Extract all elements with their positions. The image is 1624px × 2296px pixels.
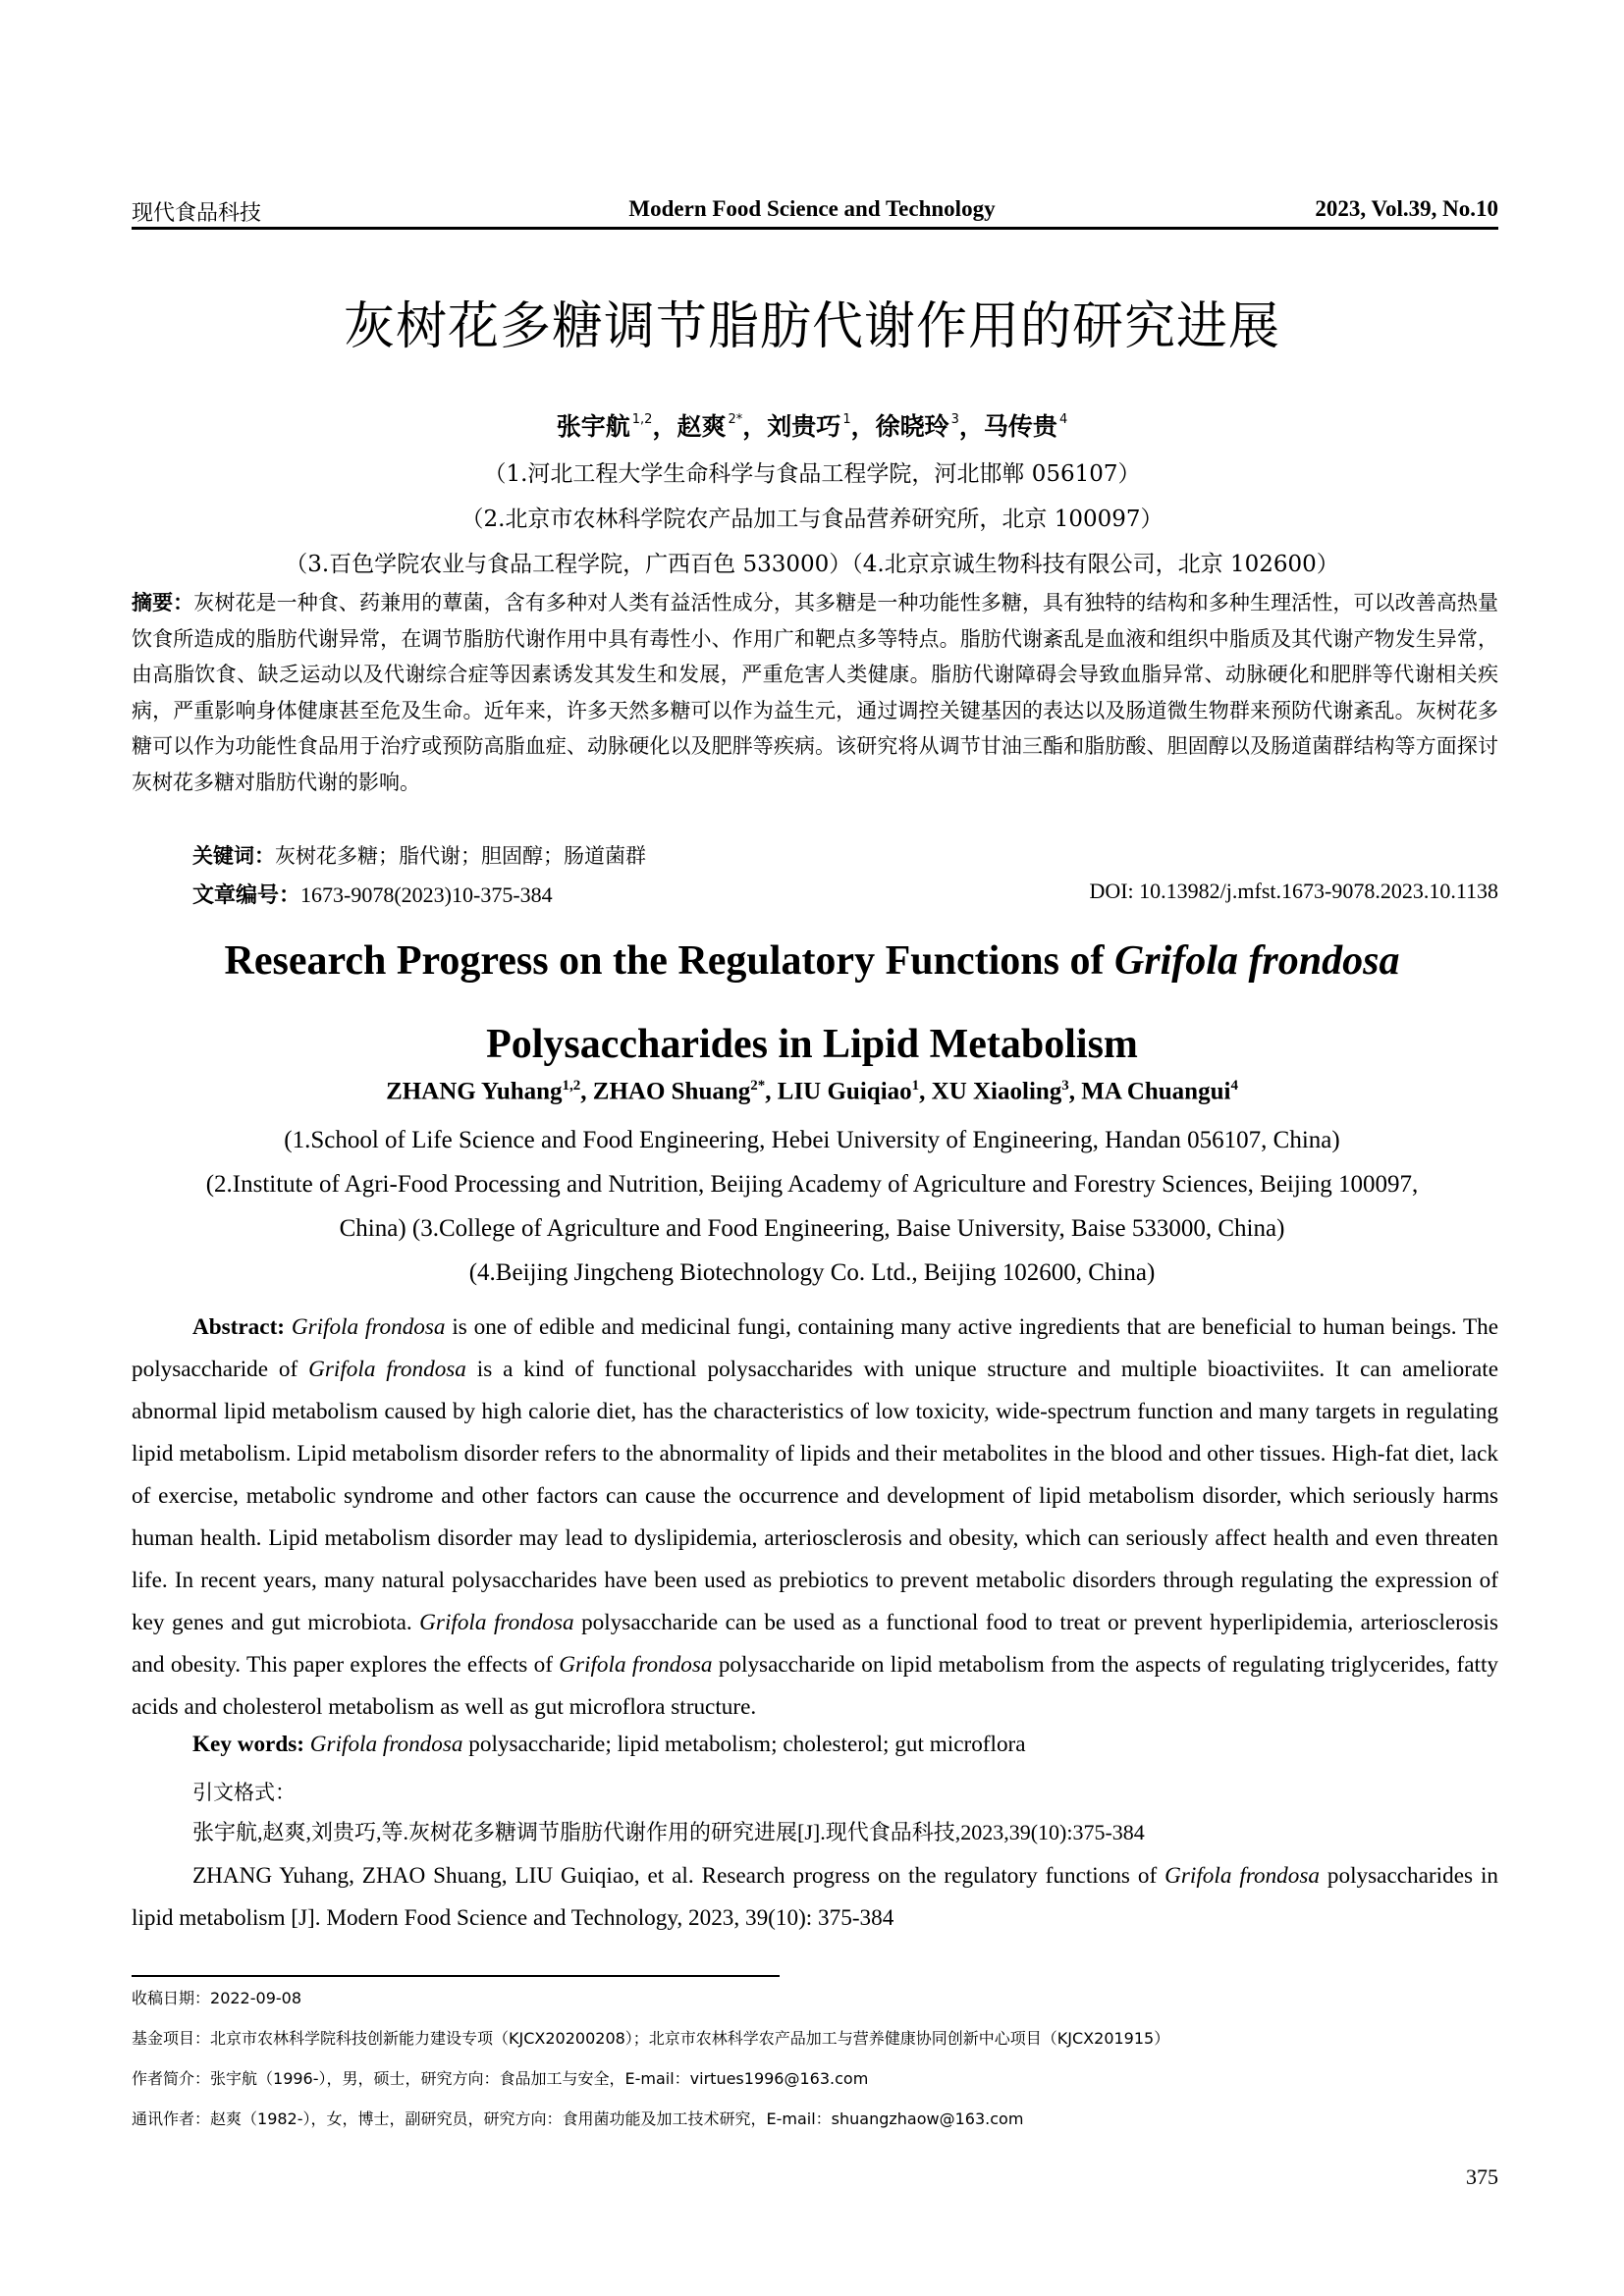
keywords-cn-text: 灰树花多糖；脂代谢；胆固醇；肠道菌群 (275, 844, 646, 868)
abstract-cn (132, 585, 1498, 800)
author-affiliation-mark: 2* (728, 412, 743, 427)
abstract-en-segment: is one of edible and medicinal fungi, containing many active ingredients that are beneficial to human beings. The polysaccharide of (132, 1314, 1499, 1382)
affiliation-cn-3: （3.百色学院农业与食品工程学院，广西百色 533000）（4.北京京诚生物科技有限公司，北京 102600） (285, 552, 1339, 577)
footnote-text: 2022-09-08 (210, 1989, 301, 2007)
author-separator: ， (958, 412, 984, 441)
affiliation-en-3: China) (3.College of Agriculture and Food Engineering, Baise University, Baise 533000, China) (339, 1215, 1285, 1242)
author-affiliation-mark: 1,2 (562, 1078, 581, 1094)
title-en-line2: Polysaccharides in Lipid Metabolism (486, 1022, 1138, 1067)
citation-en-prefix: ZHANG Yuhang, ZHAO Shuang, LIU Guiqiao, et al. Research progress on the regulatory functions of (192, 1863, 1165, 1889)
running-header-issue: 2023, Vol.39, No.10 (1315, 196, 1498, 221)
footnote-text: 张宇航（1996-），男，硕士，研究方向：食品加工与安全，E-mail：virtues1996@163.com (210, 2069, 869, 2088)
keywords-en (192, 1732, 1026, 1758)
author-separator: ， (850, 412, 876, 441)
doi: DOI: 10.13982/j.mfst.1673-9078.2023.10.1138 (1089, 879, 1498, 903)
author-name: MA Chuangui (1081, 1078, 1231, 1105)
footnote-received (132, 1986, 301, 2008)
author-affiliation-mark: 3 (950, 412, 959, 427)
keywords-en-text: polysaccharide; lipid metabolism; cholesterol; gut microflora (462, 1732, 1026, 1757)
abstract-en-segment: is a kind of functional polysaccharides with unique structure and multiple bioactiviites. It can ameliorate abnormal lipid metabolism caused by high calorie diet, has the characteristics of low toxicity, wide-spectrum function and many targets in regulating lipid metabolism. Lipid metabolism disorder refers to the abnormality of lipids and their metabolites in the blood and other tissues. High-fat diet, lack of exercise, metabolic syndrome and other factors can cause the occurrence and development of lipid metabolism disorder, which seriously harms human health. Lipid metabolism disorder may lead to dyslipidemia, arteriosclerosis and obesity, which can seriously affect health and even threaten life. In recent years, many natural polysaccharides have been used as prebiotics to prevent metabolic disorders through regulating the expression of key genes and gut microbiota. (132, 1357, 1499, 1635)
abstract-en-species: Grifola frondosa (308, 1357, 466, 1382)
author-affiliation-mark: 3 (1061, 1078, 1069, 1094)
footnote-label: 通讯作者： (132, 2109, 211, 2128)
citation-label: 引文格式： (192, 1781, 296, 1804)
abstract-en-species: Grifola frondosa (559, 1652, 713, 1678)
footnote-label: 作者简介： (132, 2069, 211, 2088)
title-en-prefix: Research Progress on the Regulatory Functions of (224, 938, 1114, 984)
article-number (192, 879, 553, 909)
author-separator: , (919, 1078, 932, 1105)
footnote-author-bio (132, 2066, 868, 2089)
citation-cn (192, 1816, 1145, 1846)
affiliation-en-2: (2.Institute of Agri-Food Processing and Nutrition, Beijing Academy of Agriculture and Forestry Sciences, Beijing 100097, (205, 1171, 1419, 1198)
abstract-cn-text: 灰树花是一种食、药兼用的蕈菌，含有多种对人类有益活性成分，其多糖是一种功能性多糖，具有独特的结构和多种生理活性，可以改善高热量饮食所造成的脂肪代谢异常，在调节脂肪代谢作用中具有毒性小、作用广和靶点多等特点。脂肪代谢紊乱是血液和组织中脂质及其代谢产物发生异常，由高脂饮食、缺乏运动以及代谢综合症等因素诱发其发生和发展，严重危害人类健康。脂肪代谢障碍会导致血脂异常、动脉硬化和肥胖等代谢相关疾病，严重影响身体健康甚至危及生命。近年来，许多天然多糖可以作为益生元，通过调控关键基因的表达以及肠道微生物群来预防代谢紊乱。灰树花多糖可以作为功能性食品用于治疗或预防高脂血症、动脉硬化以及肥胖等疾病。该研究将从调节甘油三酯和脂肪酸、胆固醇以及肠道菌群结构等方面探讨灰树花多糖对脂肪代谢的影响。 (132, 591, 1498, 794)
footnote-label: 基金项目： (132, 2029, 211, 2048)
author-name: 刘贵巧 (767, 412, 841, 441)
footnote-text: 赵爽（1982-），女，博士，副研究员，研究方向：食用菌功能及加工技术研究，E-mail：shuangzhaow@163.com (210, 2109, 1024, 2128)
abstract-en-segment: polysaccharide on lipid metabolism from the aspects of regulating triglycerides, fatty acids and cholesterol metabolism as well as gut microflora structure. (132, 1652, 1498, 1720)
author-affiliation-mark: 2* (750, 1078, 766, 1094)
author-affiliation-mark: 1 (842, 412, 851, 427)
footnote-text: 北京市农林科学院科技创新能力建设专项（KJCX20200208）；北京市农林科学农产品加工与营养健康协同创新中心项目（KJCX201915） (210, 2029, 1170, 2048)
author-name: 张宇航 (556, 412, 630, 441)
author-name: XU Xiaoling (931, 1078, 1062, 1105)
author-separator: , (1068, 1078, 1082, 1105)
author-affiliation-mark: 1 (911, 1078, 920, 1094)
authors-cn (0, 407, 1624, 443)
author-separator: ， (652, 412, 677, 441)
affiliation-cn-2: （2.北京市农林科学院农产品加工与食品营养研究所，北京 100097） (460, 507, 1164, 532)
header-rule (132, 227, 1498, 230)
abstract-en-text (132, 1314, 1498, 1720)
citation-en-rest: polysaccharides in lipid metabolism [J]. Modern Food Science and Technology, 2023, 39(10): 375-384 (132, 1863, 1498, 1931)
affiliation-en-4: (4.Beijing Jingcheng Biotechnology Co. Ltd., Beijing 102600, China) (468, 1259, 1156, 1286)
running-header-journal-en: Modern Food Science and Technology (628, 196, 996, 221)
authors-en (0, 1078, 1624, 1105)
author-separator: , (765, 1078, 778, 1105)
article-number-value: 1673-9078(2023)10-375-384 (300, 882, 553, 907)
footnote-funding (132, 2026, 1169, 2049)
author-name: 徐晓玲 (875, 412, 949, 441)
page-number: 375 (1466, 2164, 1498, 2189)
author-separator: , (580, 1078, 593, 1105)
abstract-en-segment (285, 1314, 292, 1340)
running-header-journal-cn: 现代食品科技 (132, 201, 262, 226)
keywords-cn-label: 关键词： (192, 844, 275, 868)
affiliation-en-1: (1.School of Life Science and Food Engineering, Hebei University of Engineering, Handan 056107, China) (284, 1127, 1340, 1153)
author-name: 赵爽 (677, 412, 727, 441)
citation-en (132, 1855, 1498, 1940)
keywords-en-label: Key words: (192, 1732, 304, 1757)
footnote-corresponding (132, 2107, 1023, 2129)
keywords-cn (192, 840, 646, 870)
title-cn: 灰树花多糖调节脂肪代谢作用的研究进展 (343, 297, 1280, 356)
citation-cn-text: 张宇航,赵爽,刘贵巧,等.灰树花多糖调节脂肪代谢作用的研究进展[J].现代食品科技,2023,39(10):375-384 (192, 1820, 1145, 1844)
title-en-line1 (0, 937, 1624, 985)
author-affiliation-mark: 4 (1230, 1078, 1238, 1094)
keywords-en-species: Grifola frondosa (309, 1732, 463, 1757)
abstract-en-species: Grifola frondosa (291, 1314, 446, 1340)
citation-en-species: Grifola frondosa (1164, 1863, 1320, 1889)
article-number-label: 文章编号： (192, 883, 301, 908)
title-en-species: Grifola frondosa (1113, 938, 1400, 984)
footnote-rule (132, 1975, 780, 1977)
affiliation-cn-1: （1.河北工程大学生命科学与食品工程学院，河北邯郸 056107） (483, 461, 1141, 487)
author-name: LIU Guiqiao (777, 1078, 912, 1105)
author-affiliation-mark: 1,2 (631, 412, 653, 427)
abstract-en-segment: polysaccharide can be used as a functional food to treat or prevent hyperlipidemia, arteriosclerosis and obesity. This paper explores the effects of (132, 1610, 1498, 1678)
author-affiliation-mark: 4 (1058, 412, 1068, 427)
abstract-en-species: Grifola frondosa (419, 1610, 574, 1635)
abstract-en (132, 1307, 1498, 1729)
abstract-en-label: Abstract: (192, 1314, 286, 1340)
author-name: 马传贵 (983, 412, 1057, 441)
author-name: ZHAO Shuang (592, 1078, 751, 1105)
author-separator: ， (742, 412, 768, 441)
footnote-label: 收稿日期： (132, 1989, 211, 2007)
abstract-cn-label: 摘要： (132, 591, 194, 614)
author-name: ZHANG Yuhang (386, 1078, 563, 1105)
